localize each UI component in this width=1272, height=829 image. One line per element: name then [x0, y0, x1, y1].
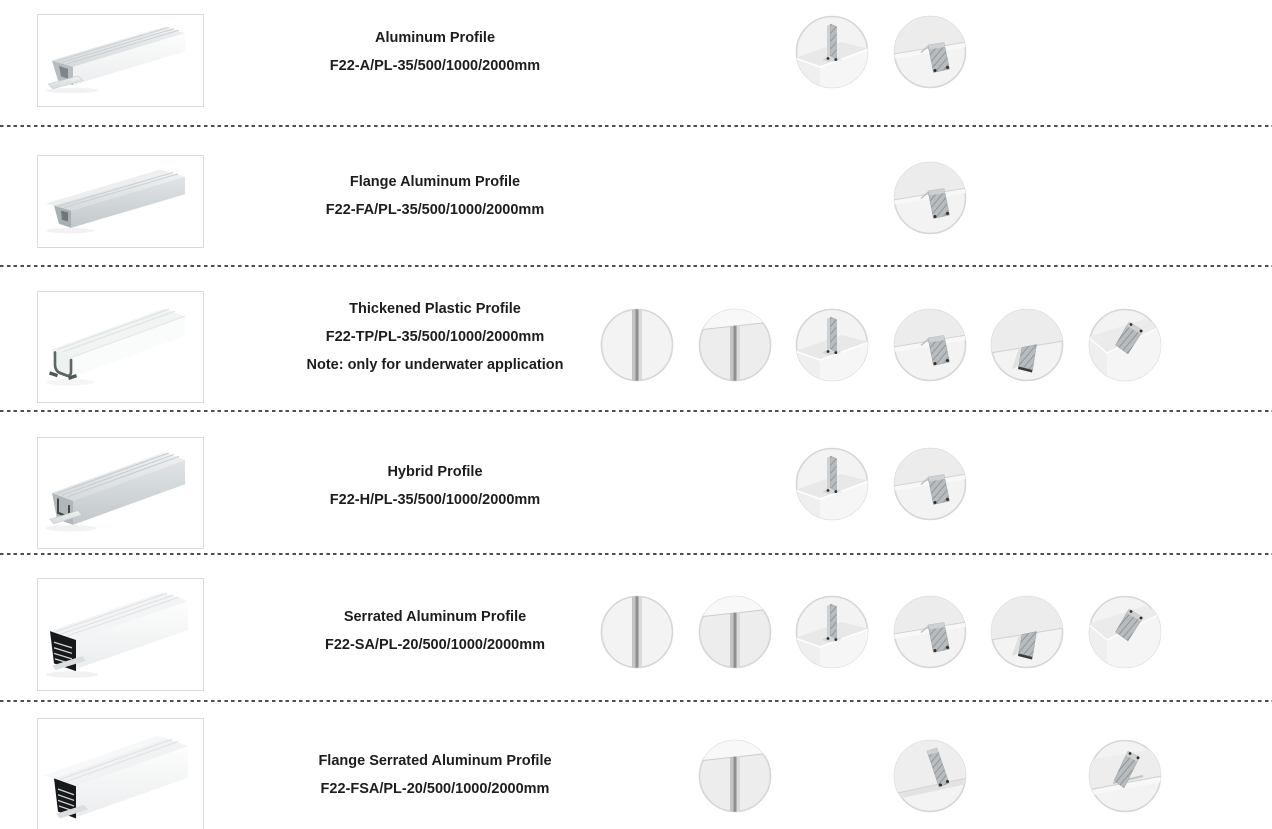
surface-mount-icon: [794, 14, 870, 90]
product-model: F22-A/PL-35/500/1000/2000mm: [329, 57, 541, 74]
row-separator: [0, 265, 1272, 267]
angled-mount-icon: [1087, 594, 1163, 670]
flange-recessed-mount-icon: [892, 738, 968, 814]
row-separator: [0, 410, 1272, 412]
product-text: [235, 30, 635, 74]
front-recessed-mount-icon: [697, 738, 773, 814]
product-title: Thickened Plastic Profile: [349, 301, 521, 317]
recessed-mount-icon: [892, 14, 968, 90]
front-recessed-mount-icon: [697, 307, 773, 383]
product-model: F22-FA/PL-35/500/1000/2000mm: [325, 201, 545, 218]
product-model: F22-TP/PL-35/500/1000/2000mm: [325, 328, 545, 345]
row-separator: [0, 553, 1272, 555]
product-text: [235, 174, 635, 218]
angled-recessed-mount-icon: [1087, 738, 1163, 814]
surface-mount-icon: [794, 446, 870, 522]
recessed-mount-icon: [892, 160, 968, 236]
photo-flange-serrated-aluminum-profile: [37, 718, 204, 829]
front-surface-mount-icon: [599, 594, 675, 670]
product-text: [235, 464, 635, 508]
surface-mount-icon: [794, 594, 870, 670]
product-title: Hybrid Profile: [387, 464, 483, 480]
product-note: Note: only for underwater application: [306, 357, 564, 374]
surface-mount-icon: [794, 307, 870, 383]
product-title: Flange Serrated Aluminum Profile: [318, 753, 552, 769]
recessed-mount-icon: [892, 446, 968, 522]
recessed-mount-icon: [892, 594, 968, 670]
product-title: Serrated Aluminum Profile: [343, 609, 527, 625]
photo-aluminum-profile: [37, 14, 204, 107]
row-separator: [0, 700, 1272, 702]
product-text: [235, 609, 635, 653]
recessed-mount-icon: [892, 307, 968, 383]
product-model: F22-H/PL-35/500/1000/2000mm: [329, 491, 541, 508]
angled-mount-icon: [1087, 307, 1163, 383]
product-model: F22-FSA/PL-20/500/1000/2000mm: [320, 780, 550, 797]
photo-flange-aluminum-profile: [37, 155, 204, 248]
row-separator: [0, 125, 1272, 127]
product-title: Flange Aluminum Profile: [349, 174, 521, 190]
ceiling-mount-icon: [989, 594, 1065, 670]
photo-hybrid-profile: [37, 437, 204, 549]
product-text: [235, 301, 635, 374]
photo-thickened-plastic-profile: [37, 291, 204, 403]
product-text: [235, 753, 635, 797]
front-surface-mount-icon: [599, 307, 675, 383]
ceiling-mount-icon: [989, 307, 1065, 383]
front-recessed-mount-icon: [697, 594, 773, 670]
photo-serrated-aluminum-profile: [37, 578, 204, 691]
product-model: F22-SA/PL-20/500/1000/2000mm: [324, 636, 546, 653]
product-title: Aluminum Profile: [374, 30, 496, 46]
